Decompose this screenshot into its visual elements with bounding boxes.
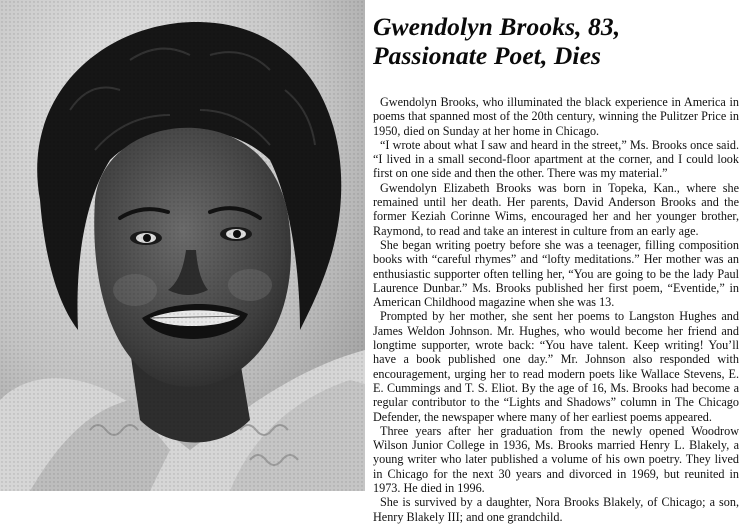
- portrait-photo: [0, 0, 365, 491]
- paragraph: Gwendolyn Brooks, who illuminated the black experience in America in poems that spanned most of the 20th century, winning the Pulitzer Price in 1950, died on Sunday at her home in Chicago.: [373, 95, 739, 138]
- paragraph: Prompted by her mother, she sent her poems to Langston Hughes and James Weldon Johnson. Mr. Hughes, who would become her friend and longtime supporter, wrote back: “You have talent. Keep writing! You’ll have a book published one day.” Mr. Johnson also responded with encouragement, urging her to read modern poets like Wallace Stevens, E. E. Cummings and T. S. Eliot. By the age of 16, Ms. Brooks had become a regular contributor to the “Lights and Shadows” column in The Chicago Defender, the newspaper where many of her earliest poems appeared.: [373, 309, 739, 424]
- article-body: [373, 95, 739, 524]
- paragraph: Gwendolyn Elizabeth Brooks was born in Topeka, Kan., where she remained until her death. Her parents, David Anderson Brooks and the former Keziah Corinne Wims, encouraged her and her younger brother, Raymond, to read and take an interest in culture from an early age.: [373, 180, 739, 238]
- article: [373, 12, 739, 524]
- paragraph: She began writing poetry before she was a teenager, filling composition books with “careful rhymes” and “lofty meditations.” Her mother was an enthusiastic supporter often telling her, “You are going to be the lady Paul Laurence Dunbar.” Ms. Brooks published her first poem, “Eventide,” in American Childhood magazine when she was 13.: [373, 237, 739, 310]
- paragraph: “I wrote about what I saw and heard in the street,” Ms. Brooks once said. “I lived in a small second-floor apartment at the corner, and I could look first on one side and then the other. There was my material.”: [373, 137, 739, 181]
- portrait-illustration: [0, 0, 365, 491]
- paragraph: Three years after her graduation from the newly opened Woodrow Wilson Junior College in 1936, Ms. Brooks married Henry L. Blakely, a young writer who later published a volume of his own poetry. They lived in Chicago for the next 30 years and divorced in 1969, but reunited in 1973. He died in 1996.: [373, 423, 739, 496]
- paragraph: She is survived by a daughter, Nora Brooks Blakely, of Chicago; a son, Henry Blakely III; and one grandchild.: [373, 495, 739, 524]
- headline: Gwendolyn Brooks, 83, Passionate Poet, Dies: [373, 12, 621, 70]
